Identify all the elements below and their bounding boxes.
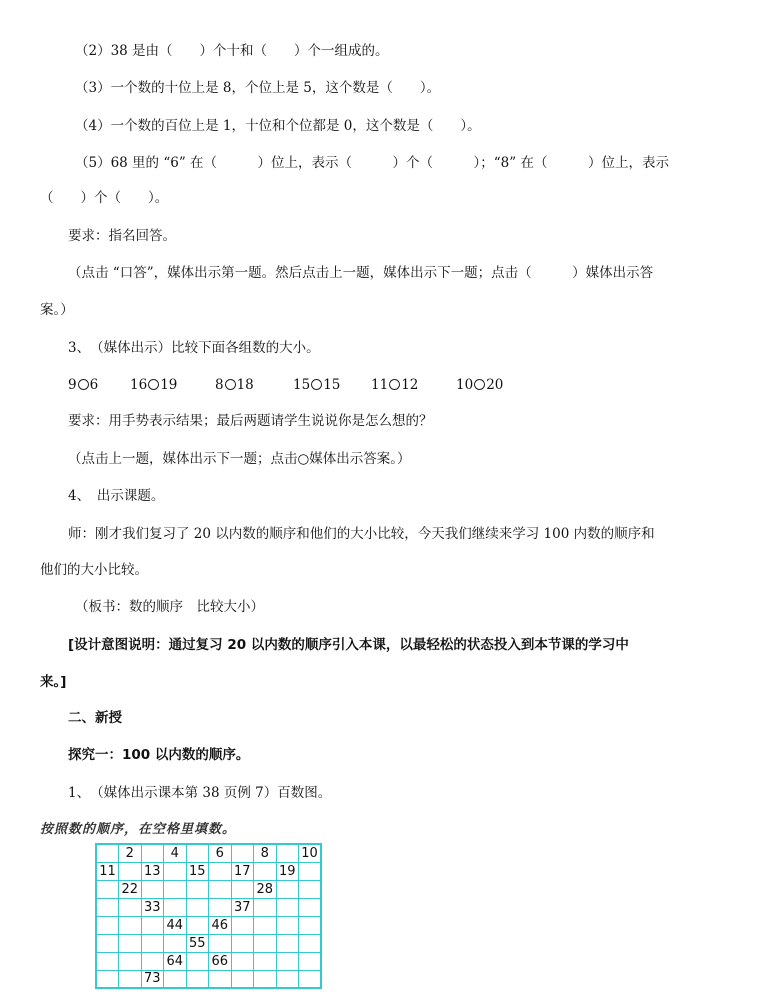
grid-cell: [141, 934, 164, 952]
grid-cell: [254, 862, 277, 880]
comparison-left: 15: [293, 377, 311, 393]
grid-cell: [231, 916, 254, 934]
item-3-heading: 3、 （媒体出示）比较下面各组数的大小。: [68, 340, 320, 356]
requirement-2: 要求：用手势表示结果；最后两题请学生说说你是怎么想的？: [68, 413, 433, 429]
design-intent-line-2: 来。]: [40, 674, 67, 690]
grid-cell: 64: [164, 952, 187, 970]
grid-cell: [164, 898, 187, 916]
comparison-circle-icon: [78, 379, 89, 390]
grid-cell: [276, 952, 299, 970]
grid-cell: [299, 862, 322, 880]
comparison-right: 12: [401, 377, 419, 393]
grid-cell: [299, 898, 322, 916]
comparison-left: 16: [130, 377, 148, 393]
grid-cell: [209, 880, 232, 898]
comparison-left: 10: [456, 377, 474, 393]
grid-cell: [209, 862, 232, 880]
question-5-line-2: （ ）个（ ）。: [40, 190, 169, 206]
comparison-right: 19: [160, 377, 178, 393]
comparison-left: 9: [68, 377, 77, 393]
grid-cell: [141, 916, 164, 934]
grid-cell: [299, 880, 322, 898]
grid-cell: [299, 970, 322, 988]
comparison-circle-icon: [311, 379, 322, 390]
grid-cell: 37: [231, 898, 254, 916]
question-2: （2）38 是由（ ）个十和（ ）个一组成的。: [75, 43, 389, 59]
grid-cell: 19: [276, 862, 299, 880]
comparison-item: [293, 377, 340, 393]
comparison-right: 20: [486, 377, 504, 393]
grid-cell: 10: [299, 844, 322, 862]
grid-cell: [119, 862, 142, 880]
comparison-item: [130, 377, 177, 393]
click-instruction-2: （点击上一题，媒体出示下一题；点击○媒体出示答案。）: [68, 451, 411, 467]
grid-cell: 73: [141, 970, 164, 988]
requirement-1: 要求：指名回答。: [68, 228, 176, 244]
grid-cell: [186, 970, 209, 988]
item-4-heading: 4、 出示课题。: [68, 488, 165, 504]
grid-cell: [119, 934, 142, 952]
grid-cell: 4: [164, 844, 187, 862]
grid-cell: [186, 952, 209, 970]
comparison-left: 11: [371, 377, 389, 393]
grid-cell: [164, 862, 187, 880]
grid-cell: 15: [186, 862, 209, 880]
grid-cell: [119, 952, 142, 970]
grid-cell: 2: [119, 844, 142, 862]
grid-row: [96, 880, 321, 898]
grid-cell: [276, 844, 299, 862]
grid-cell: [96, 916, 119, 934]
comparison-item: [456, 377, 503, 393]
teacher-speech-line-1: 师：刚才我们复习了 20 以内数的顺序和他们的大小比较，今天我们继续来学习 100 内数的顺序和: [68, 526, 655, 542]
grid-cell: [254, 916, 277, 934]
grid-cell: 33: [141, 898, 164, 916]
comparison-circle-icon: [389, 379, 400, 390]
comparison-left: 8: [215, 377, 224, 393]
grid-cell: [119, 916, 142, 934]
comparison-circle-icon: [225, 379, 236, 390]
grid-cell: [231, 934, 254, 952]
grid-cell: [119, 898, 142, 916]
grid-cell: [119, 970, 142, 988]
comparison-circle-icon: [148, 379, 159, 390]
grid-cell: [276, 916, 299, 934]
grid-cell: [276, 970, 299, 988]
grid-cell: 6: [209, 844, 232, 862]
grid-cell: [231, 880, 254, 898]
grid-row: [96, 970, 321, 988]
grid-cell: [164, 880, 187, 898]
grid-cell: [141, 844, 164, 862]
explore-heading: 探究一：100 以内数的顺序。: [68, 747, 250, 763]
hundred-chart-grid: [95, 843, 322, 989]
grid-row: [96, 916, 321, 934]
comparison-row: [68, 377, 568, 393]
grid-cell: 8: [254, 844, 277, 862]
grid-cell: [96, 844, 119, 862]
grid-cell: [186, 898, 209, 916]
comparison-item: [371, 377, 418, 393]
grid-cell: [254, 952, 277, 970]
grid-row: [96, 862, 321, 880]
grid-cell: [96, 898, 119, 916]
grid-cell: [299, 916, 322, 934]
grid-cell: [96, 934, 119, 952]
blackboard-note: （板书：数的顺序 比较大小）: [75, 599, 264, 615]
design-intent-line-1: [设计意图说明：通过复习 20 以内数的顺序引入本课，以最轻松的状态投入到本节课的学习中: [68, 637, 629, 653]
click-instruction-1-line-2: 案。）: [40, 302, 74, 318]
grid-cell: [96, 970, 119, 988]
question-4: （4）一个数的百位上是 1，十位和个位都是 0，这个数是（ ）。: [75, 118, 481, 134]
comparison-circle-icon: [474, 379, 485, 390]
grid-cell: [231, 970, 254, 988]
click-instruction-1-line-1: （点击 “口答”，媒体出示第一题。然后点击上一题，媒体出示下一题；点击（ ）媒体出示答: [68, 265, 654, 281]
grid-cell: 44: [164, 916, 187, 934]
section-heading: 二、新授: [68, 710, 122, 726]
grid-cell: [254, 970, 277, 988]
grid-cell: [299, 934, 322, 952]
comparison-right: 15: [323, 377, 341, 393]
comparison-right: 6: [89, 377, 99, 393]
grid-cell: [299, 952, 322, 970]
comparison-item: [68, 377, 98, 393]
grid-cell: [231, 844, 254, 862]
grid-cell: [164, 934, 187, 952]
grid-cell: 13: [141, 862, 164, 880]
grid-cell: 17: [231, 862, 254, 880]
grid-cell: 22: [119, 880, 142, 898]
grid-row: [96, 844, 321, 862]
grid-cell: [209, 898, 232, 916]
teacher-speech-line-2: 他们的大小比较。: [40, 562, 148, 578]
grid-cell: [254, 934, 277, 952]
grid-cell: [231, 952, 254, 970]
grid-row: [96, 898, 321, 916]
grid-cell: [209, 934, 232, 952]
comparison-item: [215, 377, 254, 393]
grid-cell: 46: [209, 916, 232, 934]
comparison-right: 18: [236, 377, 254, 393]
image-caption: 按照数的顺序，在空格里填数。: [40, 822, 237, 837]
grid-cell: [209, 970, 232, 988]
grid-cell: [186, 880, 209, 898]
grid-row: [96, 934, 321, 952]
grid-cell: 66: [209, 952, 232, 970]
grid-cell: [141, 952, 164, 970]
grid-cell: 11: [96, 862, 119, 880]
grid-cell: [186, 916, 209, 934]
grid-cell: [164, 970, 187, 988]
grid-row: [96, 952, 321, 970]
grid-cell: [141, 880, 164, 898]
grid-cell: [276, 934, 299, 952]
grid-cell: 28: [254, 880, 277, 898]
grid-cell: [276, 898, 299, 916]
item-1-heading: 1、 （媒体出示课本第 38 页例 7）百数图。: [68, 785, 332, 801]
grid-cell: [254, 898, 277, 916]
grid-cell: 55: [186, 934, 209, 952]
grid-cell: [96, 952, 119, 970]
question-5-line-1: （5）68 里的 “6” 在（ ）位上，表示（ ）个（ ）；“8” 在（ ）位上，表示: [75, 155, 669, 171]
grid-cell: [186, 844, 209, 862]
grid-cell: [96, 880, 119, 898]
question-3: （3）一个数的十位上是 8，个位上是 5，这个数是（ ）。: [75, 80, 441, 96]
grid-cell: [276, 880, 299, 898]
